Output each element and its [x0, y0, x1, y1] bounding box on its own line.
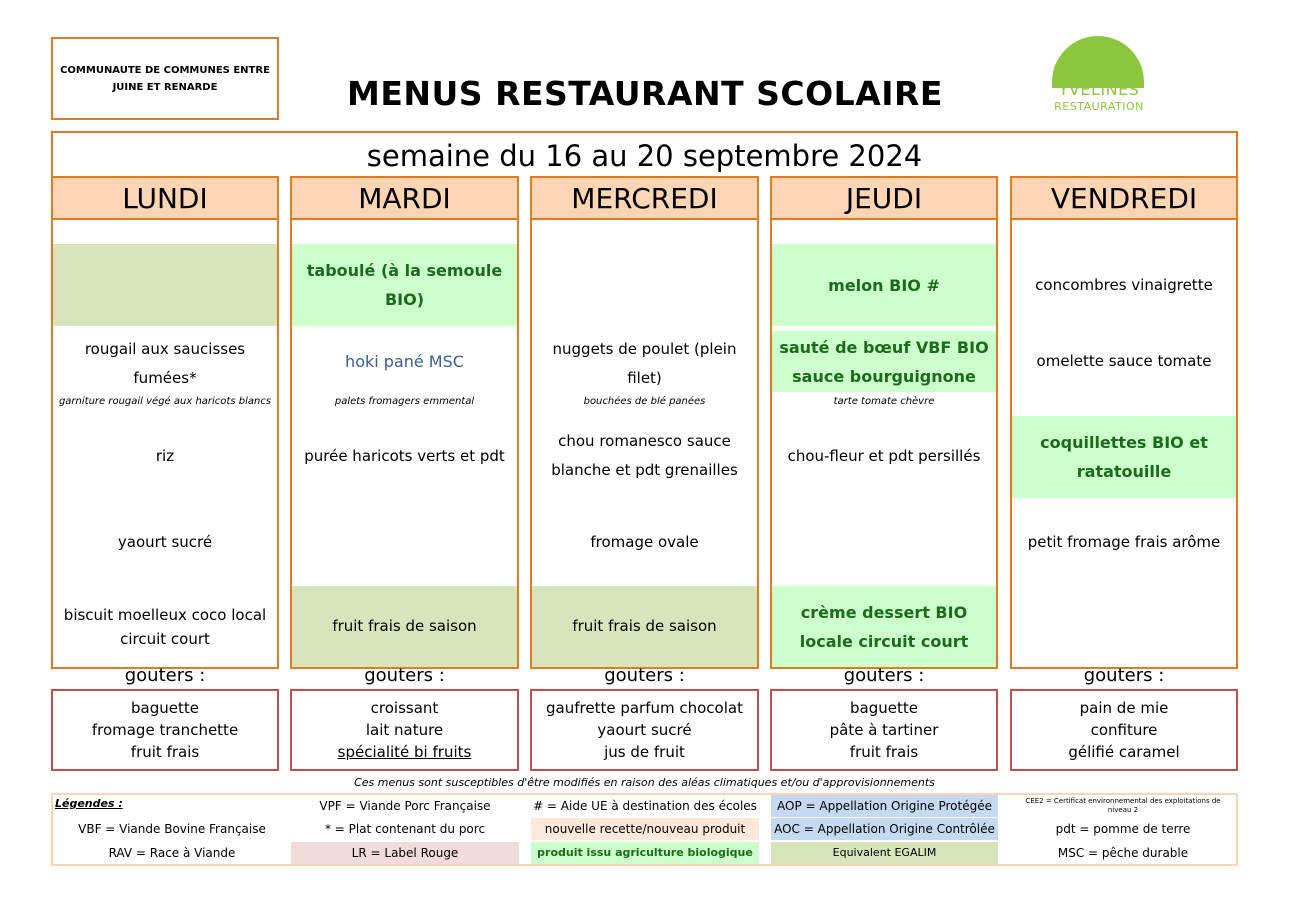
menu-cell-main-alt: [1012, 394, 1236, 410]
legend-nouvelle: nouvelle recette/nouveau produit: [531, 818, 759, 840]
gouter-item: gélifié caramel: [1068, 743, 1180, 761]
legend-title: Légendes :: [55, 797, 123, 810]
gouter-box-mercredi: [530, 689, 759, 771]
menu-cell-main: nuggets de poulet (plein filet): [552, 340, 737, 387]
page-title: MENUS RESTAURANT SCOLAIRE: [347, 73, 943, 113]
legend-aop: AOP = Appellation Origine Protégée: [771, 795, 998, 817]
logo-line1: YVELINES: [1058, 80, 1140, 99]
gouter-box-jeudi: [770, 689, 998, 771]
menu-cell-side: riz: [155, 446, 175, 465]
legend-egalim: Equivalent EGALIM: [771, 842, 998, 864]
menu-cell-main: sauté de bœuf VBF BIO sauce bourguignone: [772, 331, 996, 392]
menu-cell-dairy: fromage ovale: [590, 532, 699, 551]
gouter-item: croissant: [370, 699, 439, 717]
menu-cell-dessert: biscuit moelleux coco local circuit court: [63, 606, 267, 648]
legend-vbf: VBF = Viande Bovine Française: [78, 822, 266, 836]
gouter-item: baguette: [131, 699, 199, 717]
menu-cell-dairy: petit fromage frais arôme: [1027, 532, 1221, 551]
gouter-item: jus de fruit: [604, 743, 685, 761]
menu-cell-dessert: crème dessert BIO locale circuit court: [772, 586, 996, 667]
legend-lr: LR = Label Rouge: [291, 842, 519, 864]
gouter-box-vendredi: [1010, 689, 1238, 771]
menu-cell-side: purée haricots verts et pdt: [304, 446, 505, 465]
gouter-label: gouters :: [364, 665, 445, 686]
legend-porc: * = Plat contenant du porc: [324, 822, 486, 836]
menu-cell-entree: [292, 244, 517, 326]
logo: [1038, 30, 1160, 116]
week-title: semaine du 16 au 20 septembre 2024: [51, 131, 1238, 178]
gouter-item: baguette: [850, 699, 918, 717]
gouter-item: fruit frais: [849, 743, 919, 761]
menu-cell-main-alt: tarte tomate chèvre: [833, 396, 935, 407]
gouter-item: gaufrette parfum chocolat: [546, 699, 743, 717]
menu-cell-side: coquillettes BIO et ratatouille: [1012, 416, 1236, 498]
menu-cell-entree: melon BIO #: [772, 244, 996, 326]
gouter-item: spécialité bi fruits: [337, 743, 472, 761]
menu-cell-main-alt: bouchées de blé panées: [583, 396, 706, 407]
menu-cell-entree: [532, 244, 757, 326]
menu-cell-side: chou romanesco sauce blanche et pdt grenailles: [551, 432, 738, 479]
gouter-item: fruit frais: [130, 743, 200, 761]
gouter-item: fromage tranchette: [91, 721, 239, 739]
legend-bio: produit issu agriculture biologique: [531, 842, 759, 864]
legend-ue: # = Aide UE à destination des écoles: [533, 799, 757, 813]
menu-cell-entree: [53, 244, 277, 326]
gouter-item: yaourt sucré: [597, 721, 692, 739]
day-header-mardi: MARDI: [290, 176, 519, 220]
legend-aoc: AOC = Appellation Origine Contrôlée: [771, 818, 998, 840]
menu-cell-main-alt: garniture rougail végé aux haricots blancs: [58, 396, 272, 407]
gouter-label: gouters :: [604, 665, 685, 686]
gouter-label: gouters :: [1083, 665, 1165, 686]
menu-cell-dessert: fruit frais de saison: [532, 586, 757, 667]
menu-cell-dessert: fruit frais de saison: [292, 586, 517, 667]
menu-cell-entree: concombres vinaigrette: [1035, 275, 1213, 294]
menu-cell-dairy: [772, 528, 996, 556]
logo-line2: RESTAURATION: [1054, 100, 1144, 113]
legend-vpf: VPF = Viande Porc Française: [319, 799, 491, 813]
gouter-item: confiture: [1090, 721, 1158, 739]
legend-pdt: pdt = pomme de terre: [1055, 822, 1191, 836]
gouter-item: pain de mie: [1079, 699, 1169, 717]
legend-cee2: CEE2 = Certificat environnemental des exploitations de niveau 2: [1025, 797, 1221, 814]
gouter-item: pâte à tartiner: [829, 721, 939, 739]
menu-cell-side: chou-fleur et pdt persillés: [787, 446, 981, 465]
gouter-box-lundi: [51, 689, 279, 771]
menu-cell-dairy: yaourt sucré: [117, 532, 213, 551]
day-header-lundi: LUNDI: [51, 176, 279, 220]
menu-cell-main: hoki pané MSC: [345, 351, 464, 371]
day-header-jeudi: JEUDI: [770, 176, 998, 220]
gouter-box-mardi: [290, 689, 519, 771]
gouter-label: gouters :: [124, 665, 206, 686]
disclaimer: Ces menus sont susceptibles d'être modifiés en raison des aléas climatiques et/ou d'approvisionnements: [354, 775, 935, 789]
organization-name: COMMUNAUTE DE COMMUNES ENTRE JUINE ET RENARDE: [60, 64, 270, 93]
menu-cell-main: rougail aux saucisses fumées*: [84, 340, 246, 387]
entree-text: taboulé (à la semoule BIO): [306, 261, 503, 309]
day-header-vendredi: VENDREDI: [1010, 176, 1238, 220]
legend-msc: MSC = pêche durable: [1057, 846, 1189, 860]
organization-box: [51, 37, 279, 120]
legend-rav: RAV = Race à Viande: [108, 846, 236, 860]
menu-cell-dairy: [292, 528, 517, 556]
menu-cell-main-alt: palets fromagers emmental: [334, 396, 475, 407]
gouter-item: lait nature: [365, 721, 444, 739]
day-header-mercredi: MERCREDI: [530, 176, 759, 220]
gouter-label: gouters :: [843, 665, 925, 686]
menu-cell-main: omelette sauce tomate: [1036, 351, 1212, 370]
menu-cell-dessert: [1012, 586, 1236, 667]
